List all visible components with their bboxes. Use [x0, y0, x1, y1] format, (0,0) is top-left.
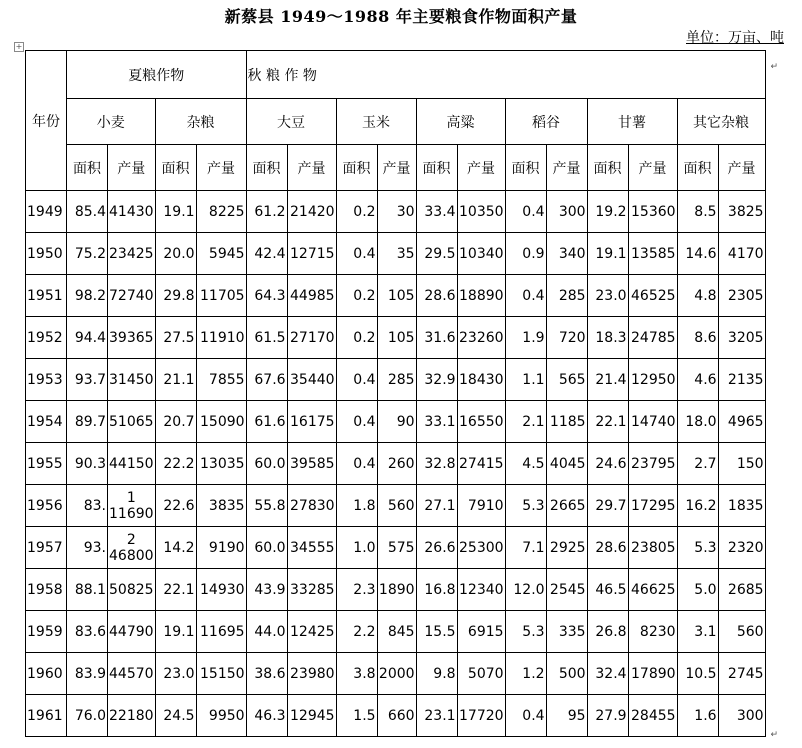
area-cell: 0.4 — [505, 191, 546, 233]
yield-cell: 1185 — [546, 401, 587, 443]
yield-cell: 15150 — [196, 653, 246, 695]
area-cell: 93.7 — [67, 359, 108, 401]
yield-cell: 5070 — [457, 653, 505, 695]
area-cell: 44.0 — [246, 611, 287, 653]
area-cell: 27.9 — [587, 695, 628, 737]
area-cell: 31.6 — [416, 317, 457, 359]
area-cell: 24.5 — [155, 695, 196, 737]
yield-cell: 7855 — [196, 359, 246, 401]
area-cell: 85.4 — [67, 191, 108, 233]
crop-header: 稻谷 — [505, 99, 587, 145]
yield-cell: 845 — [377, 611, 416, 653]
yield-cell: 10350 — [457, 191, 505, 233]
area-cell: 19.1 — [155, 611, 196, 653]
yield-cell: 50825 — [108, 569, 156, 611]
yield-cell: 46625 — [628, 569, 677, 611]
table-row — [26, 401, 766, 443]
area-cell: 83. — [67, 485, 108, 527]
crop-header-row — [26, 99, 766, 145]
area-cell: 1.5 — [336, 695, 377, 737]
yield-cell: 23795 — [628, 443, 677, 485]
area-subheader: 面积 — [587, 145, 628, 191]
crop-header: 小麦 — [67, 99, 156, 145]
crop-header: 甘薯 — [587, 99, 677, 145]
area-cell: 2.2 — [336, 611, 377, 653]
area-cell: 1.9 — [505, 317, 546, 359]
area-cell: 14.2 — [155, 527, 196, 569]
year-cell: 1954 — [26, 401, 67, 443]
yield-cell: 24785 — [628, 317, 677, 359]
area-cell: 0.4 — [505, 275, 546, 317]
area-cell: 22.1 — [587, 401, 628, 443]
yield-subheader: 产量 — [108, 145, 156, 191]
area-cell: 0.9 — [505, 233, 546, 275]
yield-subheader: 产量 — [377, 145, 416, 191]
area-cell: 1.6 — [677, 695, 718, 737]
area-cell: 43.9 — [246, 569, 287, 611]
yield-cell: 39585 — [287, 443, 336, 485]
yield-cell: 2685 — [718, 569, 765, 611]
area-cell: 28.6 — [587, 527, 628, 569]
area-cell: 5.3 — [677, 527, 718, 569]
area-subheader: 面积 — [505, 145, 546, 191]
year-cell: 1960 — [26, 653, 67, 695]
yield-cell: 44985 — [287, 275, 336, 317]
area-subheader: 面积 — [155, 145, 196, 191]
yield-cell: 28455 — [628, 695, 677, 737]
cell-mark-icon: ↵ — [770, 62, 778, 72]
yield-cell: 72740 — [108, 275, 156, 317]
yield-cell: 90 — [377, 401, 416, 443]
area-cell: 4.5 — [505, 443, 546, 485]
yield-cell: 22180 — [108, 695, 156, 737]
yield-cell: 12715 — [287, 233, 336, 275]
crop-header: 杂粮 — [155, 99, 246, 145]
area-cell: 18.3 — [587, 317, 628, 359]
area-cell: 55.8 — [246, 485, 287, 527]
yield-cell: 44790 — [108, 611, 156, 653]
area-cell: 61.5 — [246, 317, 287, 359]
crop-table — [25, 50, 766, 737]
yield-cell: 560 — [718, 611, 765, 653]
yield-cell: 2665 — [546, 485, 587, 527]
year-header: 年份 — [26, 51, 67, 191]
yield-cell: 300 — [546, 191, 587, 233]
yield-subheader: 产量 — [546, 145, 587, 191]
yield-cell: 13035 — [196, 443, 246, 485]
yield-cell: 105 — [377, 317, 416, 359]
yield-cell: 41430 — [108, 191, 156, 233]
yield-cell: 3205 — [718, 317, 765, 359]
year-cell: 1958 — [26, 569, 67, 611]
area-cell: 3.8 — [336, 653, 377, 695]
area-cell: 22.1 — [155, 569, 196, 611]
yield-cell: 21420 — [287, 191, 336, 233]
autumn-group-header: 秋 粮 作 物 — [246, 51, 765, 99]
area-cell: 42.4 — [246, 233, 287, 275]
yield-cell: 15360 — [628, 191, 677, 233]
area-cell: 9.8 — [416, 653, 457, 695]
table-row — [26, 527, 766, 569]
area-cell: 22.2 — [155, 443, 196, 485]
area-cell: 67.6 — [246, 359, 287, 401]
table-move-handle-icon[interactable]: + — [15, 42, 23, 51]
yield-cell: 2000 — [377, 653, 416, 695]
area-cell: 26.8 — [587, 611, 628, 653]
area-cell: 20.7 — [155, 401, 196, 443]
yield-cell: 3825 — [718, 191, 765, 233]
yield-cell: 2745 — [718, 653, 765, 695]
yield-cell: 13585 — [628, 233, 677, 275]
area-subheader: 面积 — [67, 145, 108, 191]
yield-cell: 8230 — [628, 611, 677, 653]
yield-subheader: 产量 — [196, 145, 246, 191]
table-row — [26, 359, 766, 401]
area-subheader: 面积 — [336, 145, 377, 191]
area-cell: 27.1 — [416, 485, 457, 527]
area-cell: 0.4 — [336, 443, 377, 485]
yield-subheader: 产量 — [457, 145, 505, 191]
yield-cell: 23805 — [628, 527, 677, 569]
area-cell: 23.1 — [416, 695, 457, 737]
yield-cell: 2320 — [718, 527, 765, 569]
yield-cell: 31450 — [108, 359, 156, 401]
area-cell: 16.2 — [677, 485, 718, 527]
area-cell: 2.7 — [677, 443, 718, 485]
area-cell: 1.2 — [505, 653, 546, 695]
area-cell: 76.0 — [67, 695, 108, 737]
area-cell: 0.4 — [505, 695, 546, 737]
area-cell: 4.8 — [677, 275, 718, 317]
yield-cell: 30 — [377, 191, 416, 233]
yield-cell: 46525 — [628, 275, 677, 317]
area-cell: 38.6 — [246, 653, 287, 695]
area-cell: 23.0 — [155, 653, 196, 695]
area-cell: 33.4 — [416, 191, 457, 233]
area-cell: 0.4 — [336, 401, 377, 443]
area-cell: 75.2 — [67, 233, 108, 275]
yield-cell: 285 — [546, 275, 587, 317]
page-title: 新蔡县 1949～1988 年主要粮食作物面积产量 — [224, 7, 578, 26]
area-cell: 5.3 — [505, 485, 546, 527]
yield-cell: 27830 — [287, 485, 336, 527]
row-end-mark-icon: ↵ — [770, 730, 778, 740]
area-cell: 98.2 — [67, 275, 108, 317]
area-cell: 21.4 — [587, 359, 628, 401]
table-row — [26, 233, 766, 275]
year-cell: 1951 — [26, 275, 67, 317]
subheader-row — [26, 145, 766, 191]
crop-header: 大豆 — [246, 99, 336, 145]
yield-cell: 16175 — [287, 401, 336, 443]
yield-cell: 8225 — [196, 191, 246, 233]
yield-cell: 2925 — [546, 527, 587, 569]
table-row — [26, 485, 766, 527]
year-cell: 1959 — [26, 611, 67, 653]
yield-cell: 720 — [546, 317, 587, 359]
yield-cell: 11910 — [196, 317, 246, 359]
area-cell: 0.2 — [336, 317, 377, 359]
area-cell: 83.6 — [67, 611, 108, 653]
yield-cell: 4965 — [718, 401, 765, 443]
area-cell: 19.1 — [155, 191, 196, 233]
year-cell: 1955 — [26, 443, 67, 485]
area-cell: 2.1 — [505, 401, 546, 443]
yield-cell: 23260 — [457, 317, 505, 359]
yield-cell: 14740 — [628, 401, 677, 443]
yield-cell: 1 11690 — [108, 485, 156, 527]
area-cell: 1.1 — [505, 359, 546, 401]
area-cell: 10.5 — [677, 653, 718, 695]
area-cell: 8.5 — [677, 191, 718, 233]
yield-cell: 44150 — [108, 443, 156, 485]
yield-cell: 44570 — [108, 653, 156, 695]
area-cell: 0.2 — [336, 275, 377, 317]
area-cell: 0.2 — [336, 191, 377, 233]
yield-subheader: 产量 — [287, 145, 336, 191]
table-row — [26, 275, 766, 317]
area-cell: 4.6 — [677, 359, 718, 401]
area-cell: 93. — [67, 527, 108, 569]
yield-cell: 17295 — [628, 485, 677, 527]
yield-cell: 27415 — [457, 443, 505, 485]
area-cell: 1.8 — [336, 485, 377, 527]
yield-cell: 6915 — [457, 611, 505, 653]
area-subheader: 面积 — [677, 145, 718, 191]
area-cell: 19.2 — [587, 191, 628, 233]
yield-cell: 260 — [377, 443, 416, 485]
area-cell: 61.6 — [246, 401, 287, 443]
area-cell: 21.1 — [155, 359, 196, 401]
yield-cell: 16550 — [457, 401, 505, 443]
crop-header: 其它杂粮 — [677, 99, 765, 145]
area-cell: 94.4 — [67, 317, 108, 359]
yield-cell: 10340 — [457, 233, 505, 275]
yield-cell: 39365 — [108, 317, 156, 359]
yield-cell: 12945 — [287, 695, 336, 737]
area-cell: 19.1 — [587, 233, 628, 275]
yield-cell: 95 — [546, 695, 587, 737]
yield-cell: 575 — [377, 527, 416, 569]
area-cell: 83.9 — [67, 653, 108, 695]
yield-cell: 9950 — [196, 695, 246, 737]
area-cell: 60.0 — [246, 527, 287, 569]
crop-header: 玉米 — [336, 99, 416, 145]
yield-cell: 15090 — [196, 401, 246, 443]
yield-cell: 51065 — [108, 401, 156, 443]
summer-group-header: 夏粮作物 — [67, 51, 247, 99]
area-cell: 3.1 — [677, 611, 718, 653]
table-row — [26, 569, 766, 611]
yield-cell: 2545 — [546, 569, 587, 611]
year-cell: 1952 — [26, 317, 67, 359]
yield-cell: 2305 — [718, 275, 765, 317]
area-cell: 18.0 — [677, 401, 718, 443]
year-cell: 1953 — [26, 359, 67, 401]
yield-cell: 34555 — [287, 527, 336, 569]
yield-cell: 150 — [718, 443, 765, 485]
yield-cell: 105 — [377, 275, 416, 317]
area-cell: 20.0 — [155, 233, 196, 275]
area-cell: 27.5 — [155, 317, 196, 359]
area-cell: 22.6 — [155, 485, 196, 527]
yield-cell: 340 — [546, 233, 587, 275]
unit-label: 单位：万亩、吨 — [686, 30, 784, 46]
yield-cell: 17720 — [457, 695, 505, 737]
area-cell: 29.7 — [587, 485, 628, 527]
area-cell: 61.2 — [246, 191, 287, 233]
yield-subheader: 产量 — [718, 145, 765, 191]
yield-cell: 12340 — [457, 569, 505, 611]
yield-cell: 18890 — [457, 275, 505, 317]
yield-cell: 23980 — [287, 653, 336, 695]
area-cell: 12.0 — [505, 569, 546, 611]
area-subheader: 面积 — [416, 145, 457, 191]
yield-cell: 565 — [546, 359, 587, 401]
yield-cell: 33285 — [287, 569, 336, 611]
table-row — [26, 695, 766, 737]
year-cell: 1950 — [26, 233, 67, 275]
year-cell: 1961 — [26, 695, 67, 737]
area-cell: 8.6 — [677, 317, 718, 359]
area-cell: 29.5 — [416, 233, 457, 275]
yield-cell: 300 — [718, 695, 765, 737]
area-cell: 0.4 — [336, 233, 377, 275]
yield-cell: 11695 — [196, 611, 246, 653]
yield-cell: 17890 — [628, 653, 677, 695]
area-cell: 64.3 — [246, 275, 287, 317]
yield-cell: 14930 — [196, 569, 246, 611]
table-row — [26, 443, 766, 485]
area-subheader: 面积 — [246, 145, 287, 191]
area-cell: 33.1 — [416, 401, 457, 443]
yield-cell: 12950 — [628, 359, 677, 401]
yield-cell: 1835 — [718, 485, 765, 527]
area-cell: 46.5 — [587, 569, 628, 611]
area-cell: 28.6 — [416, 275, 457, 317]
yield-cell: 23425 — [108, 233, 156, 275]
yield-cell: 2 46800 — [108, 527, 156, 569]
yield-cell: 35 — [377, 233, 416, 275]
area-cell: 15.5 — [416, 611, 457, 653]
year-cell: 1956 — [26, 485, 67, 527]
area-cell: 89.7 — [67, 401, 108, 443]
yield-cell: 335 — [546, 611, 587, 653]
yield-cell: 4170 — [718, 233, 765, 275]
area-cell: 1.0 — [336, 527, 377, 569]
yield-cell: 11705 — [196, 275, 246, 317]
yield-cell: 25300 — [457, 527, 505, 569]
area-cell: 32.4 — [587, 653, 628, 695]
area-cell: 32.8 — [416, 443, 457, 485]
area-cell: 14.6 — [677, 233, 718, 275]
yield-cell: 27170 — [287, 317, 336, 359]
area-cell: 46.3 — [246, 695, 287, 737]
crop-header: 高粱 — [416, 99, 505, 145]
table-row — [26, 317, 766, 359]
table-row — [26, 611, 766, 653]
year-cell: 1957 — [26, 527, 67, 569]
yield-cell: 1890 — [377, 569, 416, 611]
area-cell: 23.0 — [587, 275, 628, 317]
yield-cell: 7910 — [457, 485, 505, 527]
table-row — [26, 653, 766, 695]
area-cell: 60.0 — [246, 443, 287, 485]
area-cell: 5.3 — [505, 611, 546, 653]
yield-cell: 500 — [546, 653, 587, 695]
yield-cell: 4045 — [546, 443, 587, 485]
yield-cell: 3835 — [196, 485, 246, 527]
area-cell: 24.6 — [587, 443, 628, 485]
yield-cell: 9190 — [196, 527, 246, 569]
table-row — [26, 191, 766, 233]
area-cell: 29.8 — [155, 275, 196, 317]
yield-cell: 35440 — [287, 359, 336, 401]
area-cell: 16.8 — [416, 569, 457, 611]
year-cell: 1949 — [26, 191, 67, 233]
area-cell: 32.9 — [416, 359, 457, 401]
area-cell: 5.0 — [677, 569, 718, 611]
area-cell: 26.6 — [416, 527, 457, 569]
area-cell: 7.1 — [505, 527, 546, 569]
yield-cell: 18430 — [457, 359, 505, 401]
yield-cell: 2135 — [718, 359, 765, 401]
area-cell: 2.3 — [336, 569, 377, 611]
area-cell: 90.3 — [67, 443, 108, 485]
yield-subheader: 产量 — [628, 145, 677, 191]
area-cell: 88.1 — [67, 569, 108, 611]
yield-cell: 12425 — [287, 611, 336, 653]
area-cell: 0.4 — [336, 359, 377, 401]
yield-cell: 285 — [377, 359, 416, 401]
yield-cell: 660 — [377, 695, 416, 737]
yield-cell: 5945 — [196, 233, 246, 275]
yield-cell: 560 — [377, 485, 416, 527]
